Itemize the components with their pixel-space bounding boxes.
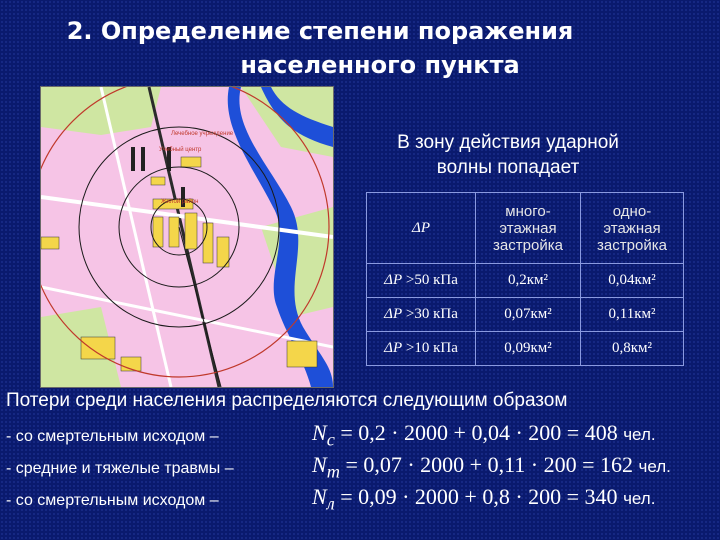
table-row	[367, 332, 684, 366]
table-cell-singlestorey: 0,04км²	[581, 264, 684, 298]
building	[287, 341, 317, 367]
loss-formula: $N_т = 0,07 \cdot 2000 + 0,11 \cdot 200 = 162$ чел.	[312, 452, 671, 482]
building	[185, 213, 197, 249]
table-cell-multistorey: 0,2км²	[476, 264, 581, 298]
city-map-graphic	[41, 87, 333, 387]
header-singlestorey-cell: одно- этажная застройка	[581, 193, 684, 264]
park-area-north	[41, 87, 161, 135]
map-label-1: Лечебное учреждение	[171, 131, 234, 137]
park-area-southeast	[261, 207, 333, 317]
building	[41, 237, 59, 249]
slide-title	[0, 14, 720, 82]
map-label-3: Жилой район	[161, 199, 199, 205]
loss-formula: $N_л = 0,09 \cdot 2000 + 0,8 \cdot 200 = 340$ чел.	[312, 484, 656, 514]
table-cell-singlestorey: 0,8км²	[581, 332, 684, 366]
table-row	[367, 264, 684, 298]
building	[81, 337, 115, 359]
loss-line-killed	[6, 420, 718, 452]
building-dark	[131, 147, 135, 171]
building	[203, 223, 213, 263]
table-cell-condition: ΔP >50 кПа	[367, 264, 476, 298]
table-row	[367, 298, 684, 332]
wave-zone-caption-line2: волны попадает	[436, 157, 580, 178]
loss-line-light	[6, 484, 718, 516]
table-cell-multistorey: 0,09км²	[476, 332, 581, 366]
loss-label: - со смертельным исходом –	[6, 428, 219, 445]
table-cell-condition: ΔP >30 кПа	[367, 298, 476, 332]
building-dark	[141, 147, 145, 171]
wave-zone-caption	[348, 130, 668, 180]
building	[151, 177, 165, 185]
loss-formula: $N_с = 0,2 \cdot 2000 + 0,04 \cdot 200 = 408$ чел.	[312, 420, 656, 450]
losses-intro: Потери среди населения распределяются следующим образом	[6, 390, 568, 411]
table-header-row	[367, 193, 684, 264]
header-multistorey-cell: много- этажная застройка	[476, 193, 581, 264]
slide-title-line1: 2. Определение степени поражения	[66, 17, 574, 45]
wave-zone-caption-line1: В зону действия ударной	[397, 132, 619, 153]
header-dp-cell: ΔP	[367, 193, 476, 264]
table-cell-condition: ΔP >10 кПа	[367, 332, 476, 366]
map-label-2: Учебный центр	[159, 147, 202, 153]
building	[181, 157, 201, 167]
building	[169, 217, 179, 247]
slide-title-line2: населенного пункта	[240, 51, 520, 79]
damage-area-table	[366, 192, 684, 366]
loss-line-injured	[6, 452, 718, 484]
loss-label: - со смертельным исходом –	[6, 492, 219, 509]
table-cell-multistorey: 0,07км²	[476, 298, 581, 332]
building	[153, 217, 163, 247]
loss-label: - средние и тяжелые травмы –	[6, 460, 234, 477]
radius-line	[179, 227, 221, 387]
city-map	[40, 86, 334, 388]
table-cell-singlestorey: 0,11км²	[581, 298, 684, 332]
